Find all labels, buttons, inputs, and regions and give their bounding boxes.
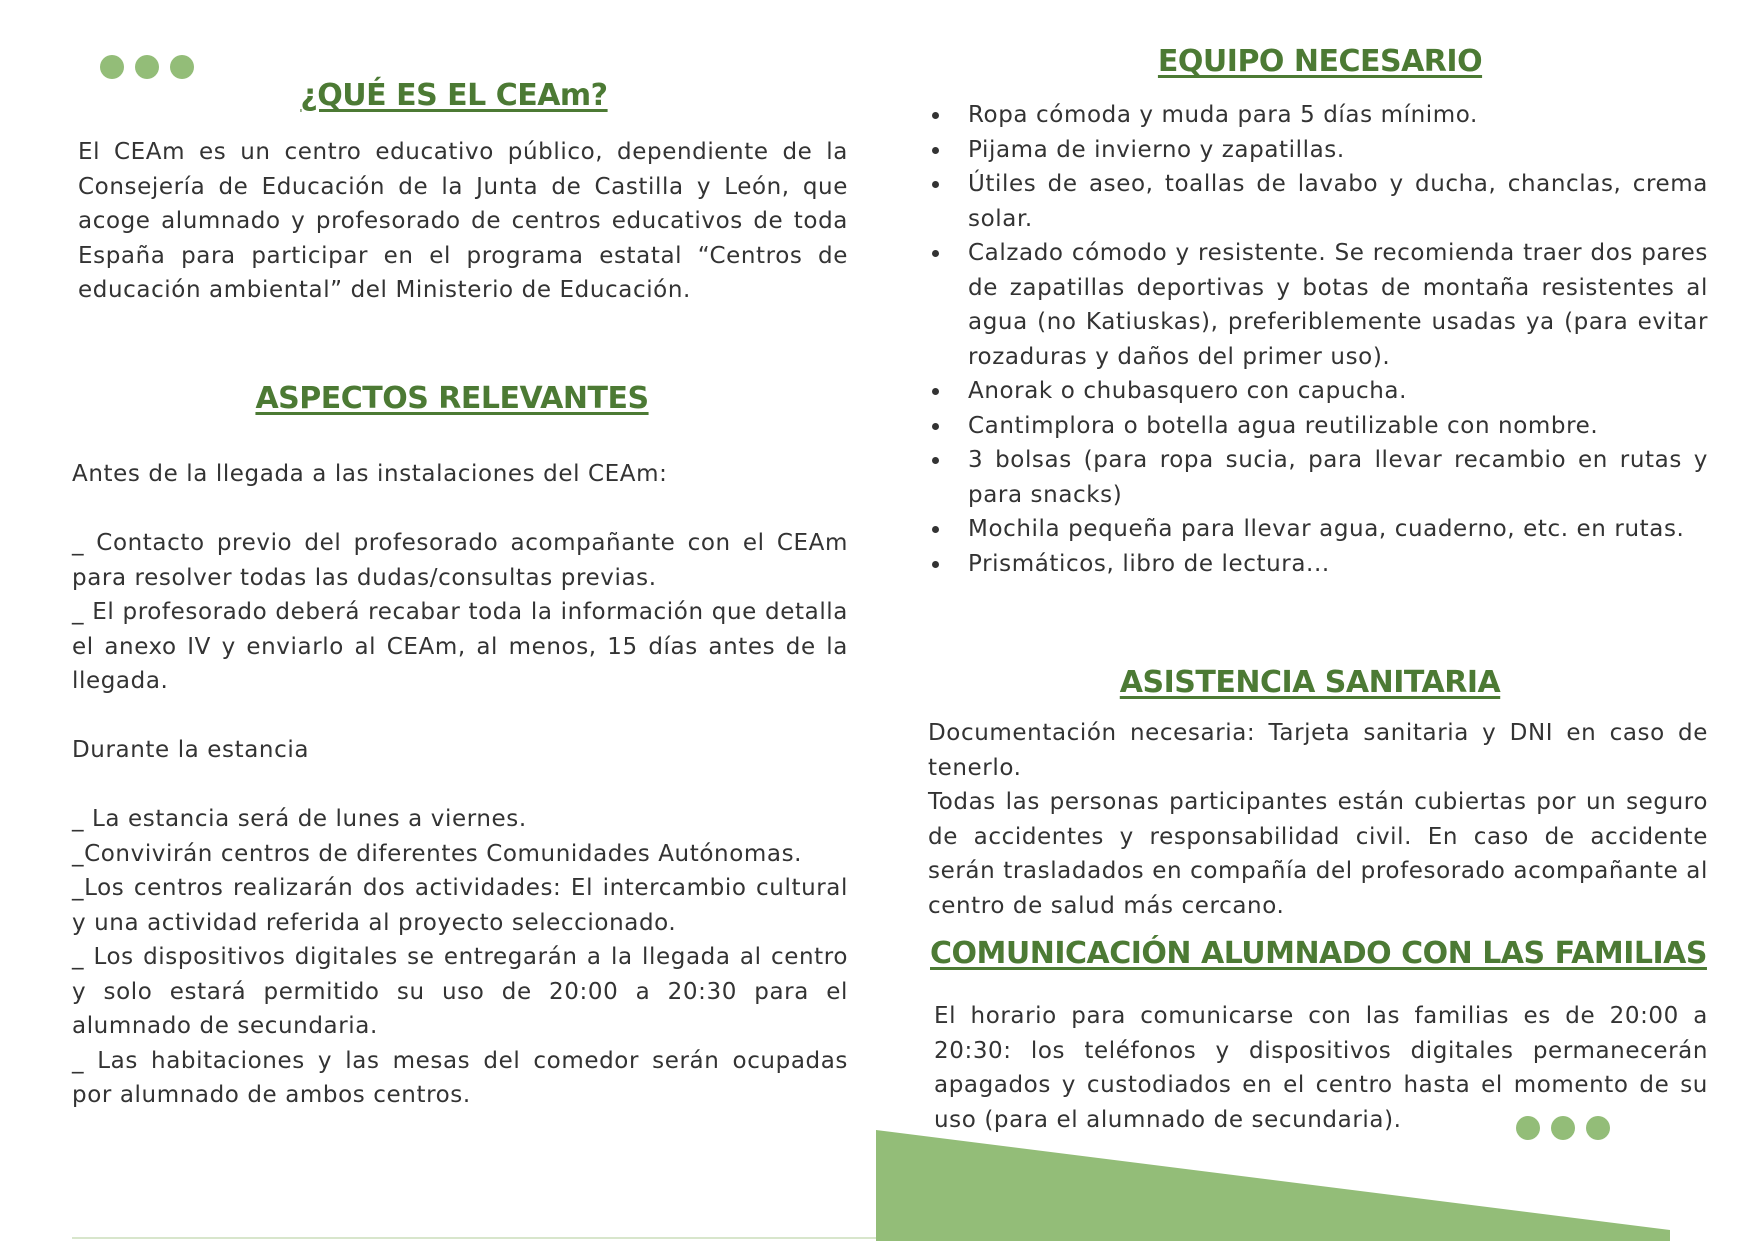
aspectos-durante-item: _Los centros realizarán dos actividades: El intercambio cultural y una actividad referida al proyecto seleccionado. [72,875,848,936]
asistencia-seguro-text: Todas las personas participantes están cubiertas por un seguro de accidentes y responsabilidad civil. En caso de accidente serán trasladados en compañía del profesorado acompañante al centro de salud más cercano. [928,789,1708,919]
equipo-item: Prismáticos, libro de lectura... [948,547,1708,582]
equipo-item: Mochila pequeña para llevar agua, cuaderno, etc. en rutas. [948,512,1708,547]
aspectos-durante-label: Durante la estancia [72,737,310,763]
que-es-text: El CEAm es un centro educativo público, dependiente de la Consejería de Educación de la Junta de Castilla y León, que acoge alumnado y profesorado de centros educativos de toda España para participar en el programa estatal “Centros de educación ambiental” del Ministerio de Educación. [78,139,848,303]
aspectos-durante-item: _ Las habitaciones y las mesas del comedor serán ocupadas por alumnado de ambos centros. [72,1047,848,1108]
aspectos-intro: Antes de la llegada a las instalaciones del CEAm: [72,461,668,487]
equipo-item: Ropa cómoda y muda para 5 días mínimo. [948,98,1708,133]
aspectos-durante-item: _Convivirán centros de diferentes Comunidades Autónomas. [72,840,803,867]
equipo-item: Útiles de aseo, toallas de lavabo y ducha, chanclas, crema solar. [948,167,1708,236]
asistencia-doc-text: Documentación necesaria: Tarjeta sanitaria y DNI en caso de tenerlo. [928,720,1708,781]
asistencia-body [928,716,1708,923]
comunicacion-text: El horario para comunicarse con las familias es de 20:00 a 20:30: los teléfonos y dispositivos digitales permanecerán apagados y custodiados en el centro hasta el momento de su uso (para el alumnado de secundaria). [934,1003,1708,1133]
equipo-item: 3 bolsas (para ropa sucia, para llevar recambio en rutas y para snacks) [948,443,1708,512]
aspectos-body [72,457,848,1113]
equipo-item: Calzado cómodo y resistente. Se recomienda traer dos pares de zapatillas deportivas y botas de montaña resistentes al agua (no Katiuskas), preferiblemente usadas ya (para evitar rozaduras y daños del primer uso). [948,236,1708,374]
section-title-asistencia: ASISTENCIA SANITARIA [1119,665,1501,700]
equipo-item: Cantimplora o botella agua reutilizable con nombre. [948,409,1708,444]
section-title-equipo: EQUIPO NECESARIO [1157,44,1483,79]
equipo-item: Pijama de invierno y zapatillas. [948,133,1708,168]
aspectos-durante-item: _ Los dispositivos digitales se entregarán a la llegada al centro y solo estará permitido su uso de 20:00 a 20:30 para el alumnado de secundaria. [72,944,848,1039]
section-title-que-es: ¿QUÉ ES EL CEAm? [300,78,608,113]
aspectos-antes-item: _ Contacto previo del profesorado acompañante con el CEAm para resolver todas las dudas/consultas previas. [72,530,848,591]
section-title-comunicacion: COMUNICACIÓN ALUMNADO CON LAS FAMILIAS [930,936,1707,971]
que-es-paragraph [78,135,848,308]
aspectos-durante-item: _ La estancia será de lunes a viernes. [72,806,527,832]
aspectos-antes-item: _ El profesorado deberá recabar toda la información que detalla el anexo IV y enviarlo al CEAm, al menos, 15 días antes de la llegada. [72,599,848,694]
section-title-aspectos: ASPECTOS RELEVANTES [255,381,649,416]
equipo-item: Anorak o chubasquero con capucha. [948,374,1708,409]
comunicacion-body [934,999,1708,1137]
equipo-list [948,98,1708,581]
